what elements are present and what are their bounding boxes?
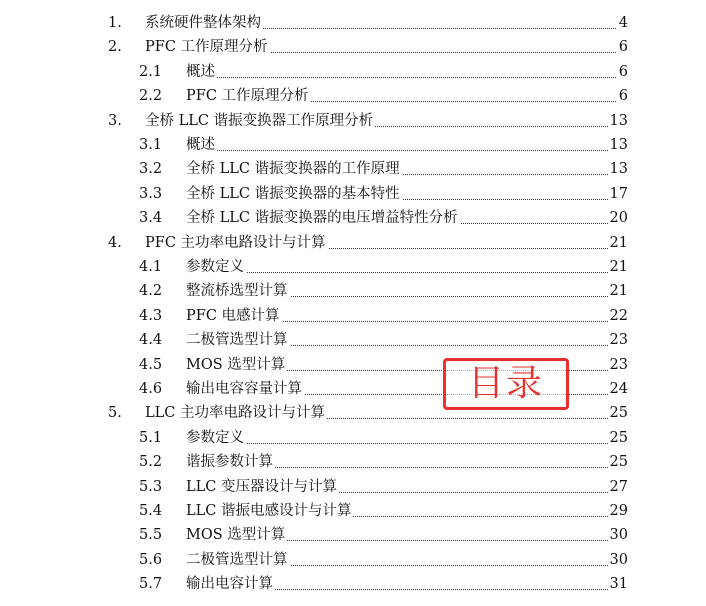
toc-entry[interactable] [0, 232, 706, 254]
toc-entry-title: 全桥 LLC 谐振变换器工作原理分析 [145, 110, 375, 132]
toc-entry-number: 2.2 [139, 88, 163, 105]
toc-entry-number: 4.2 [139, 283, 163, 300]
toc-entry-page: 29 [608, 500, 628, 522]
toc-entry-number: 5.7 [139, 576, 163, 593]
toc-entry-page: 24 [608, 378, 628, 400]
toc-stamp: 目录 [443, 358, 569, 410]
toc-entry-title: 概述 [186, 61, 217, 83]
toc-entry-page: 13 [608, 158, 628, 180]
toc-entry-number: 3.1 [139, 137, 163, 153]
toc-entry-number: 2.1 [139, 63, 163, 80]
toc-entry-number: 5.4 [139, 503, 163, 519]
toc-entry-page: 22 [608, 305, 628, 327]
toc-entry-title: 整流桥选型计算 [186, 280, 290, 302]
toc-entry-title: MOS 选型计算 [186, 354, 287, 376]
toc-entry-page: 31 [608, 573, 628, 595]
toc-entry-page: 25 [608, 402, 628, 424]
toc-entry-page: 23 [608, 354, 628, 376]
toc-entry-title: 全桥 LLC 谐振变换器的电压增益特性分析 [186, 207, 460, 229]
toc-entry[interactable] [0, 573, 706, 595]
toc-entry-page: 30 [608, 524, 628, 546]
toc-entry-number: 5.1 [139, 429, 163, 446]
toc-entry[interactable] [0, 280, 706, 302]
toc-dot-leader [186, 443, 624, 444]
toc-entry[interactable] [0, 500, 706, 522]
toc-entry-page: 6 [617, 61, 628, 83]
toc-entry-title: 概述 [186, 134, 217, 156]
toc-entry-title: 输出电容容量计算 [186, 378, 304, 400]
toc-entry-number: 5.3 [139, 478, 163, 495]
toc-entry-page: 30 [608, 549, 628, 571]
toc-entry-number: 1. [108, 15, 122, 31]
toc-entry[interactable] [0, 427, 706, 449]
toc-entry[interactable] [0, 354, 706, 376]
toc-entry[interactable] [0, 61, 706, 83]
toc-entry-title: LLC 主功率电路设计与计算 [145, 402, 327, 424]
toc-entry-page: 27 [608, 476, 628, 498]
toc-entry-number: 5.5 [139, 527, 163, 544]
toc-entry-page: 17 [608, 183, 628, 205]
toc-entry-page: 21 [608, 280, 628, 302]
toc-dot-leader [186, 272, 624, 273]
toc-dot-leader [186, 150, 624, 151]
toc-entry-number: 3.2 [139, 161, 163, 178]
toc-entry-page: 23 [608, 329, 628, 351]
toc-entry-title: PFC 主功率电路设计与计算 [145, 232, 328, 254]
toc-entry-title: PFC 电感计算 [186, 305, 282, 327]
toc-entry[interactable] [0, 134, 706, 156]
toc-entry-page: 6 [617, 85, 628, 107]
toc-entry[interactable] [0, 85, 706, 107]
toc-entry[interactable] [0, 378, 706, 400]
toc-entry-number: 5.2 [139, 454, 163, 471]
toc-entry-number: 5. [108, 405, 122, 422]
toc-entry-page: 13 [608, 134, 628, 156]
toc-entry[interactable] [0, 305, 706, 327]
toc-entry-page: 21 [608, 256, 628, 278]
toc-entry-title: PFC 工作原理分析 [145, 36, 270, 58]
toc-entry[interactable] [0, 476, 706, 498]
toc-entry-title: 谐振参数计算 [186, 451, 275, 473]
toc-entry-title: 二极管选型计算 [186, 549, 290, 571]
toc-entry[interactable] [0, 256, 706, 278]
toc-entry-number: 3.4 [139, 210, 163, 227]
toc-entry[interactable] [0, 183, 706, 205]
toc-entry[interactable] [0, 402, 706, 424]
toc-entry-number: 3. [108, 112, 122, 129]
toc-entry-number: 2. [108, 39, 122, 56]
toc-entry-title: 参数定义 [186, 256, 246, 278]
toc-entry-page: 4 [617, 12, 628, 34]
toc-entry-title: 全桥 LLC 谐振变换器的工作原理 [186, 158, 402, 180]
toc-entry-title: 参数定义 [186, 427, 246, 449]
toc-entry-title: PFC 工作原理分析 [186, 85, 311, 107]
toc-entry-title: 输出电容计算 [186, 573, 275, 595]
toc-entry-number: 4.4 [139, 332, 163, 349]
toc-entry-page: 25 [608, 451, 628, 473]
toc-entry-number: 3.3 [139, 185, 163, 202]
toc-entry-number: 4.1 [139, 259, 163, 275]
toc-entry-page: 6 [617, 36, 628, 58]
toc-entry-number: 4.3 [139, 307, 163, 324]
toc-entry-number: 5.6 [139, 551, 163, 568]
toc-entry-number: 4.5 [139, 356, 163, 373]
toc-entry-page: 13 [608, 110, 628, 132]
toc-entry-number: 4.6 [139, 381, 163, 397]
toc-entry[interactable] [0, 110, 706, 132]
toc-entry[interactable] [0, 451, 706, 473]
toc-entry[interactable] [0, 549, 706, 571]
toc-entry-title: LLC 谐振电感设计与计算 [186, 500, 353, 522]
toc-entry-title: 全桥 LLC 谐振变换器的基本特性 [186, 183, 402, 205]
toc-entry[interactable] [0, 158, 706, 180]
toc-entry-title: 系统硬件整体架构 [145, 12, 263, 34]
toc-entry-page: 25 [608, 427, 628, 449]
toc-entry-number: 4. [108, 234, 122, 251]
toc-entry[interactable] [0, 207, 706, 229]
toc-entry-page: 21 [608, 232, 628, 254]
toc-entry[interactable] [0, 36, 706, 58]
toc-entry[interactable] [0, 524, 706, 546]
toc-entry-title: LLC 变压器设计与计算 [186, 476, 339, 498]
toc-entry-title: MOS 选型计算 [186, 524, 287, 546]
toc-entry[interactable] [0, 329, 706, 351]
toc-entry-title: 二极管选型计算 [186, 329, 290, 351]
toc-dot-leader [186, 77, 624, 78]
toc-entry-page: 20 [608, 207, 628, 229]
toc-entry[interactable] [0, 12, 706, 34]
